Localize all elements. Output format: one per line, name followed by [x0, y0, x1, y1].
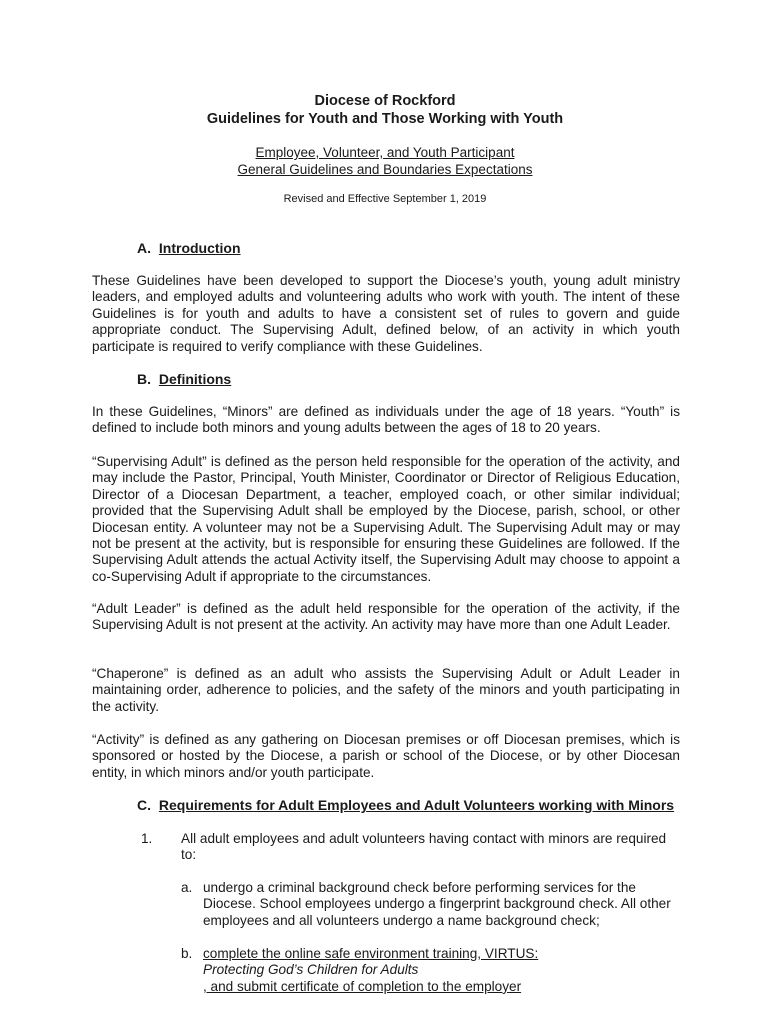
subtitle-line-1: Employee, Volunteer, and Youth Participant: [255, 145, 515, 160]
sublist-item-a: undergo a criminal background check before performing services for the Diocese. School employees undergo a fingerprint background check. All other employees and all volunteers undergo a name background check;: [203, 880, 671, 928]
section-heading-requirements: [137, 797, 674, 813]
sublist-item-b-text-2: , and submit certificate of completion to the employer: [203, 978, 522, 994]
section-title: Definitions: [158, 371, 232, 387]
revision-date: Revised and Effective September 1, 2019: [283, 193, 487, 205]
section-label: C.: [137, 797, 151, 813]
document-title: Diocese of Rockford: [314, 93, 456, 109]
minors-definition-paragraph: In these Guidelines, “Minors” are defined as individuals under the age of 18 years. “Youth” is defined to include both minors and young adults between the ages of 18 to 20 years.: [92, 404, 680, 436]
chaperone-paragraph: “Chaperone” is defined as an adult who assists the Supervising Adult or Adult Leader in maintaining order, adherence to policies, and the safety of the minors and youth participating in the activity.: [92, 666, 680, 714]
section-label: B.: [137, 371, 151, 387]
section-heading-definitions: [137, 371, 231, 387]
section-heading-introduction: [137, 240, 241, 256]
sublist-label-a: a.: [181, 880, 193, 895]
document-subtitle: [0, 144, 770, 178]
intro-paragraph: These Guidelines have been developed to support the Diocese’s youth, young adult ministry leaders, and employed adults and volunteering adults who work with youth. The intent of these Guidelines is for youth and adults to have a consistent set of rules to govern and guide appropriate conduct. The Supervising Adult, defined below, of an activity in which youth participate is required to verify compliance with these Guidelines.: [92, 273, 680, 354]
subtitle-line-2: General Guidelines and Boundaries Expectations: [237, 162, 533, 177]
document-subtitle-main: Guidelines for Youth and Those Working with Youth: [206, 111, 564, 127]
adult-leader-paragraph: “Adult Leader” is defined as the adult held responsible for the operation of the activity, if the Supervising Adult is not present at the activity. An activity may have more than one Adult Leader.: [92, 601, 680, 633]
virtus-course-title: Protecting God’s Children for Adults: [203, 962, 419, 978]
sublist-item-b: [203, 946, 673, 995]
list-item-number: 1.: [141, 831, 153, 846]
document-title-block: [0, 92, 770, 128]
sublist-item-b-text-1: complete the online safe environment training, VIRTUS:: [203, 946, 539, 961]
sublist-label-b: b.: [181, 946, 193, 961]
section-label: A.: [137, 240, 151, 256]
section-title: Introduction: [158, 240, 241, 256]
activity-paragraph: “Activity” is defined as any gathering on Diocesan premises or off Diocesan premises, which is sponsored or hosted by the Diocese, a parish or school of the Diocese, or by other Diocesan entity, in which minors and/or youth participate.: [92, 732, 680, 780]
supervising-adult-paragraph: “Supervising Adult” is defined as the person held responsible for the operation of the activity, and may include the Pastor, Principal, Youth Minister, Coordinator or Director of Religious Education, Director of a Diocesan Department, a teacher, employed coach, or other similar individual; provided that the Supervising Adult shall be employed by the Diocese, parish, school, or other Diocesan entity. A volunteer may not be a Supervising Adult. The Supervising Adult may or may not be present at the activity, but is responsible for ensuring these Guidelines are followed. If the Supervising Adult attends the actual Activity itself, the Supervising Adult may choose to appoint a co-Supervising Adult if appropriate to the circumstances.: [92, 454, 680, 584]
section-title: Requirements for Adult Employees and Adult Volunteers working with Minors: [158, 797, 675, 813]
list-item-text: All adult employees and adult volunteers having contact with minors are required to:: [181, 831, 667, 863]
